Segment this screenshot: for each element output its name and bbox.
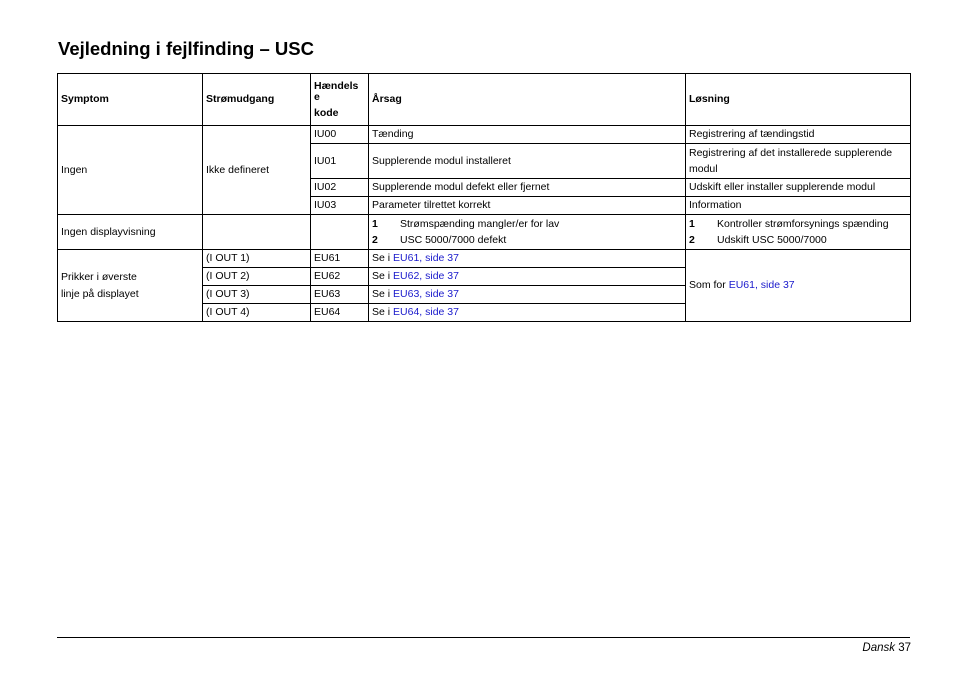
cause-cell: Supplerende modul installeret bbox=[369, 144, 686, 179]
header-event-code-line2: e bbox=[314, 90, 320, 103]
solution-cell: Registrering af det installerede supplerende modul bbox=[686, 144, 911, 179]
symptom-line1: Prikker i øverste bbox=[61, 270, 137, 283]
solution-prefix: Som for bbox=[689, 279, 729, 291]
power-output-cell: Ikke defineret bbox=[203, 126, 311, 215]
solution-cell: Udskift eller installer supplerende modul bbox=[686, 179, 911, 197]
cause-prefix: Se i bbox=[372, 252, 394, 264]
header-event-code-line1: Hændels bbox=[314, 79, 359, 92]
cause-list-item bbox=[372, 232, 682, 248]
header-symptom: Symptom bbox=[58, 74, 203, 126]
list-number: 1 bbox=[689, 218, 695, 230]
cause-prefix: Se i bbox=[372, 288, 394, 300]
solution-cell bbox=[686, 250, 911, 322]
power-output-cell: (I OUT 1) bbox=[203, 250, 311, 268]
header-event-code bbox=[311, 74, 369, 126]
cause-cell: Tænding bbox=[369, 126, 686, 144]
table-row bbox=[58, 250, 911, 268]
cause-cell bbox=[369, 304, 686, 322]
header-solution: Løsning bbox=[686, 74, 911, 126]
cause-cell: Supplerende modul defekt eller fjernet bbox=[369, 179, 686, 197]
cause-prefix: Se i bbox=[372, 306, 394, 318]
solution-cell bbox=[686, 215, 911, 250]
page-title: Vejledning i fejlfinding – USC bbox=[58, 38, 314, 59]
event-code-cell: EU61 bbox=[311, 250, 369, 268]
page-number: 37 bbox=[898, 642, 911, 654]
troubleshooting-table bbox=[57, 73, 911, 322]
cause-cell bbox=[369, 268, 686, 286]
header-power-output: Strømudgang bbox=[203, 74, 311, 126]
event-code-cell: EU63 bbox=[311, 286, 369, 304]
power-output-cell: (I OUT 3) bbox=[203, 286, 311, 304]
list-number: 2 bbox=[689, 234, 695, 246]
cross-reference-link[interactable]: EU64, side 37 bbox=[393, 306, 459, 318]
power-output-cell: (I OUT 2) bbox=[203, 268, 311, 286]
power-output-cell: (I OUT 4) bbox=[203, 304, 311, 322]
cause-prefix: Se i bbox=[372, 270, 394, 282]
table-row bbox=[58, 215, 911, 250]
event-code-cell: EU64 bbox=[311, 304, 369, 322]
cause-cell bbox=[369, 215, 686, 250]
cross-reference-link[interactable]: EU61, side 37 bbox=[393, 252, 459, 264]
symptom-cell: Ingen bbox=[58, 126, 203, 215]
event-code-cell: IU00 bbox=[311, 126, 369, 144]
cause-cell bbox=[369, 286, 686, 304]
table-header-row bbox=[58, 74, 911, 126]
header-event-code-line3: kode bbox=[314, 106, 339, 119]
solution-list-item bbox=[689, 232, 907, 248]
solution-list-item bbox=[689, 216, 907, 232]
list-number: 2 bbox=[372, 234, 378, 246]
event-code-cell: IU01 bbox=[311, 144, 369, 179]
page-footer bbox=[862, 642, 911, 654]
list-text: Udskift USC 5000/7000 bbox=[717, 234, 827, 246]
table-row bbox=[58, 126, 911, 144]
symptom-cell bbox=[58, 250, 203, 322]
cause-cell bbox=[369, 250, 686, 268]
cause-list-item bbox=[372, 216, 682, 232]
cross-reference-link[interactable]: EU62, side 37 bbox=[393, 270, 459, 282]
footer-divider bbox=[57, 637, 910, 638]
event-code-cell bbox=[311, 215, 369, 250]
cross-reference-link[interactable]: EU63, side 37 bbox=[393, 288, 459, 300]
header-cause: Årsag bbox=[369, 74, 686, 126]
footer-language: Dansk bbox=[862, 642, 895, 654]
list-text: USC 5000/7000 defekt bbox=[400, 234, 507, 246]
list-text: Kontroller strømforsynings spænding bbox=[717, 218, 889, 230]
cross-reference-link[interactable]: EU61, side 37 bbox=[728, 279, 795, 291]
event-code-cell: IU03 bbox=[311, 197, 369, 215]
symptom-line2: linje på displayet bbox=[61, 287, 139, 300]
solution-cell: Registrering af tændingstid bbox=[686, 126, 911, 144]
list-number: 1 bbox=[372, 218, 378, 230]
cause-cell: Parameter tilrettet korrekt bbox=[369, 197, 686, 215]
list-text: Strømspænding mangler/er for lav bbox=[400, 218, 560, 230]
event-code-cell: EU62 bbox=[311, 268, 369, 286]
power-output-cell bbox=[203, 215, 311, 250]
event-code-cell: IU02 bbox=[311, 179, 369, 197]
symptom-cell: Ingen displayvisning bbox=[58, 215, 203, 250]
solution-cell: Information bbox=[686, 197, 911, 215]
